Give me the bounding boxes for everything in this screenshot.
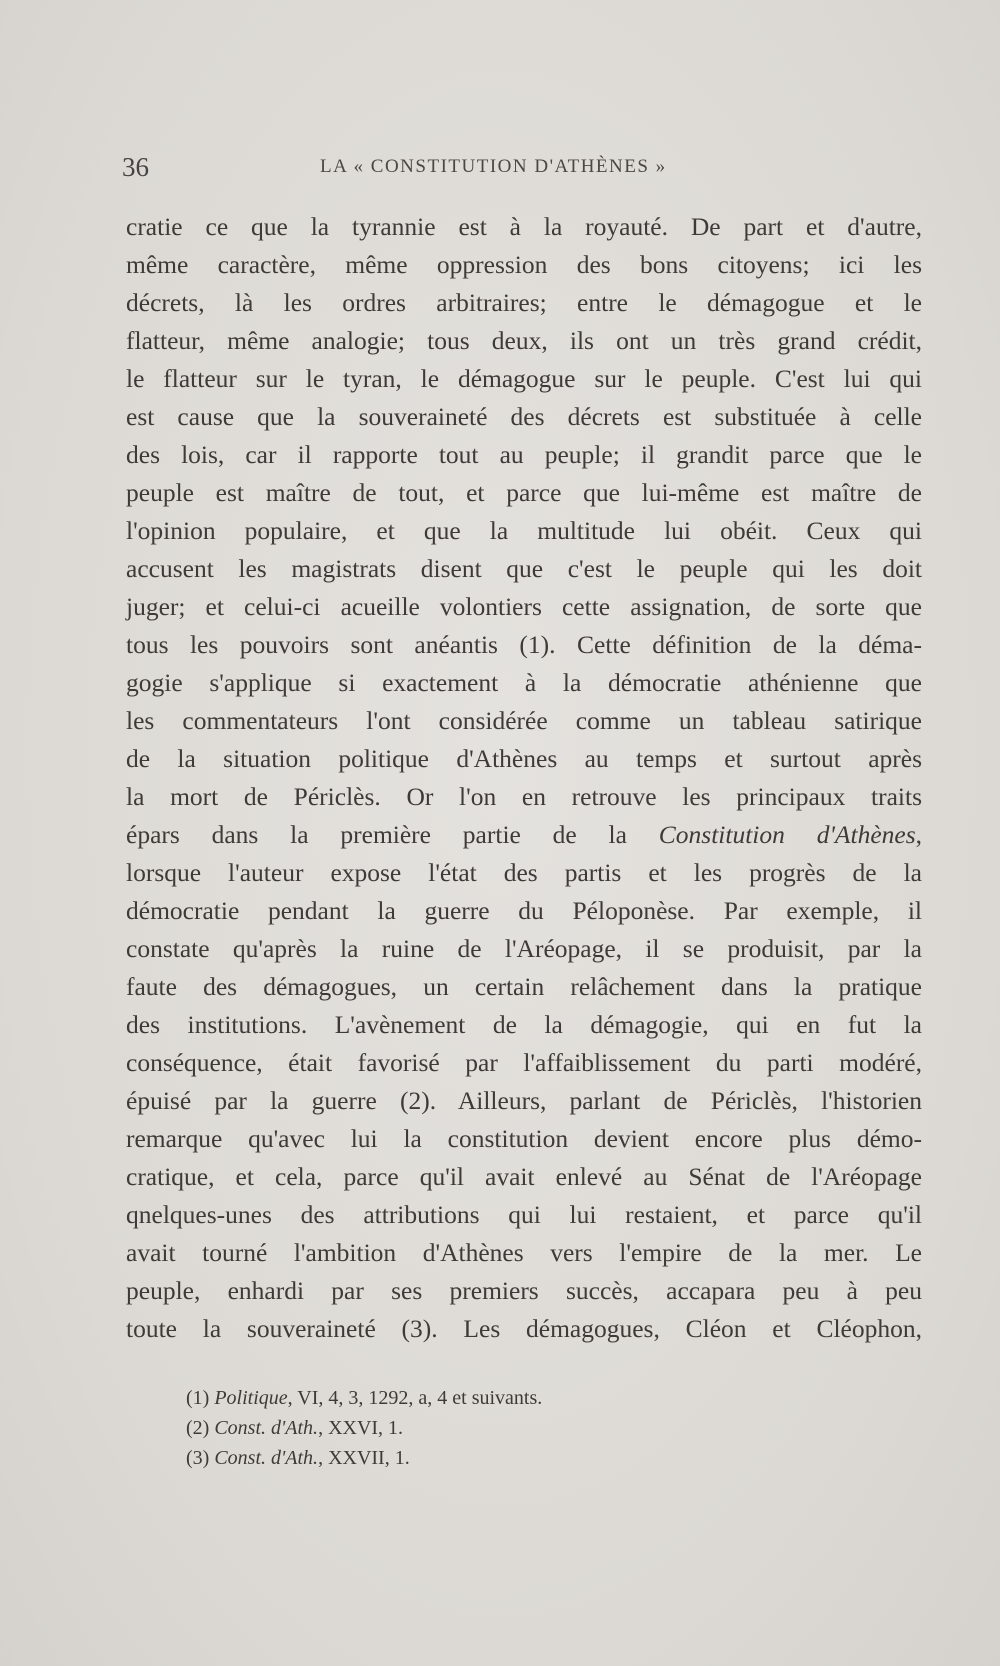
text-line: les commentateurs l'ont considérée comme un tableau satirique [126,706,922,735]
text-line: cratique, et cela, parce qu'il avait enlevé au Sénat de l'Aréopage [126,1162,922,1191]
text-line: qnelques-unes des attributions qui lui restaient, et parce qu'il [126,1200,922,1229]
text-line-with-title [126,816,922,854]
text-line: accusent les magistrats disent que c'est le peuple qui les doit [126,554,922,583]
text-segment: épars dans la première partie de la [126,820,659,849]
text-line: remarque qu'avec lui la constitution devient encore plus démo- [126,1124,922,1153]
text-line: même caractère, même oppression des bons citoyens; ici les [126,250,922,279]
text-line: l'opinion populaire, et que la multitude lui obéit. Ceux qui [126,516,922,545]
body-text [126,208,922,1348]
page-number: 36 [122,152,149,182]
footnote-number: (1) [186,1387,210,1409]
text-line: juger; et celui-ci acueille volontiers cette assignation, de sorte que [126,592,922,621]
footnote [186,1413,886,1443]
footnote-reference: Const. d'Ath. [214,1417,319,1439]
text-line: faute des démagogues, un certain relâchement dans la pratique [126,972,922,1001]
footnote [186,1443,886,1473]
text-line: peuple, enhardi par ses premiers succès, accapara peu à peu [126,1276,922,1305]
footnote-number: (2) [186,1417,210,1439]
text-line: est cause que la souveraineté des décrets est substituée à celle [126,402,922,431]
footnote-reference: Politique [214,1387,288,1409]
work-title: Constitution d'Athènes [658,820,916,849]
text-line: flatteur, même analogie; tous deux, ils ont un très grand crédit, [126,326,922,355]
text-line: gogie s'applique si exactement à la démocratie athénienne que [126,668,922,697]
running-head [122,152,922,192]
text-line: toute la souveraineté (3). Les démagogues, Cléon et Cléophon, [126,1314,922,1343]
text-line: décrets, là les ordres arbitraires; entre le démagogue et le [126,288,922,317]
footnote [186,1383,886,1413]
text-line: le flatteur sur le tyran, le démagogue sur le peuple. C'est lui qui [126,364,922,393]
text-line: la mort de Périclès. Or l'on en retrouve les principaux traits [126,782,922,811]
text-line: avait tourné l'ambition d'Athènes vers l'empire de la mer. Le [126,1238,922,1267]
running-title: LA « CONSTITUTION D'ATHÈNES » [320,156,667,177]
text-line: cratie ce que la tyrannie est à la royauté. De part et d'autre, [126,212,922,241]
footnote-text: , XXVII, 1. [318,1447,410,1469]
text-line: de la situation politique d'Athènes au temps et surtout après [126,744,922,773]
text-line: constate qu'après la ruine de l'Aréopage, il se produisit, par la [126,934,922,963]
footnote-text: , XXVI, 1. [318,1417,404,1439]
footnote-text: , VI, 4, 3, 1292, a, 4 et suivants. [287,1387,543,1409]
text-line: épuisé par la guerre (2). Ailleurs, parlant de Périclès, l'historien [126,1086,922,1115]
footnote-reference: Const. d'Ath. [214,1447,319,1469]
text-line: démocratie pendant la guerre du Péloponèse. Par exemple, il [126,896,922,925]
text-line: lorsque l'auteur expose l'état des partis et les progrès de la [126,858,922,887]
text-line: des lois, car il rapporte tout au peuple; il grandit parce que le [126,440,922,469]
footnotes [186,1383,886,1473]
text-line: peuple est maître de tout, et parce que lui-même est maître de [126,478,922,507]
text-line: conséquence, était favorisé par l'affaiblissement du parti modéré, [126,1048,922,1077]
text-line: des institutions. L'avènement de la démagogie, qui en fut la [126,1010,922,1039]
footnote-number: (3) [186,1447,210,1469]
text-segment: , [915,820,923,849]
text-line: tous les pouvoirs sont anéantis (1). Cette définition de la déma- [126,630,922,659]
